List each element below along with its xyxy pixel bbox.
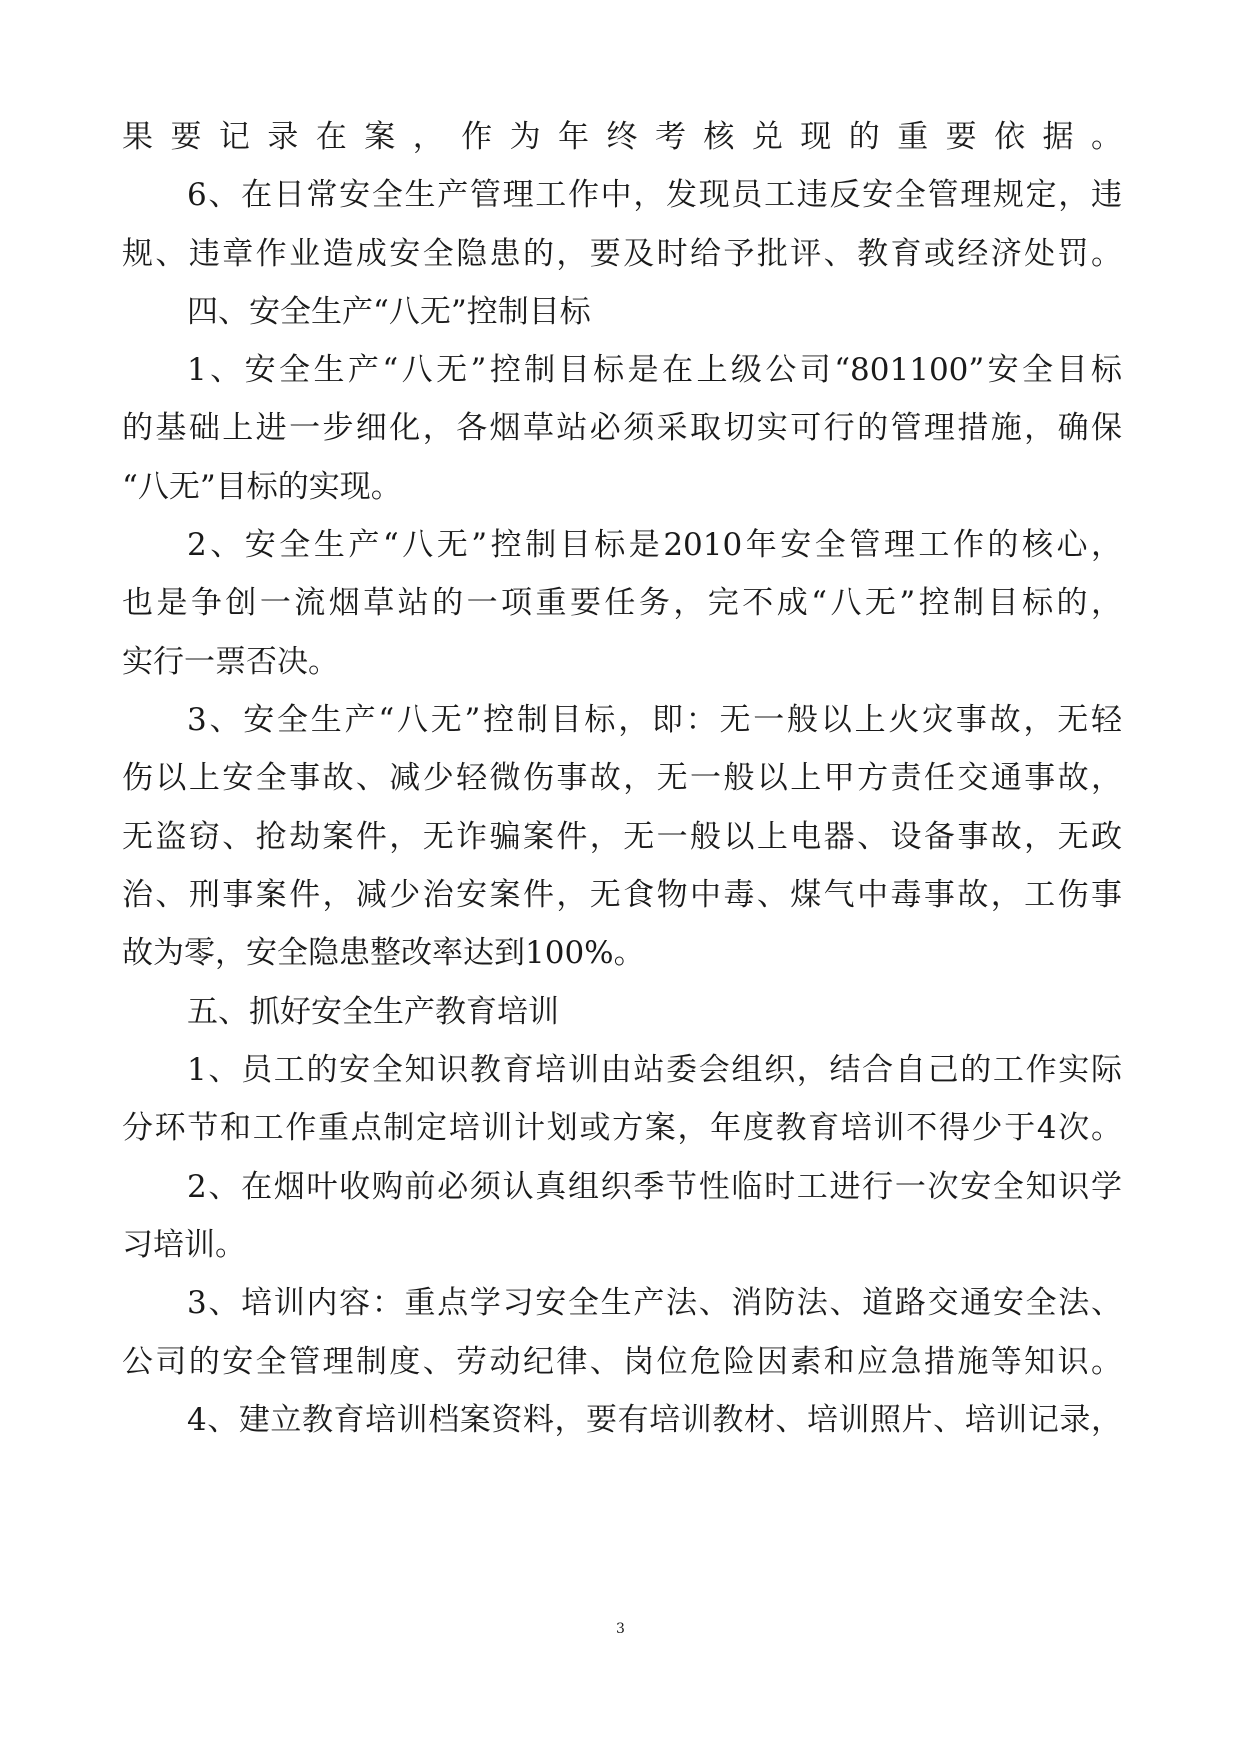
text-line-9: 也是争创一流烟草站的一项重要任务，完不成“八无”控制目标的， [122, 585, 1122, 621]
text-line-7: “八无”目标的实现。 [122, 469, 402, 505]
text-line-5: 1、安全生产“八无”控制目标是在上级公司“801100”安全目标 [187, 352, 1122, 388]
section-heading-16: 五、抓好安全生产教育培训 [187, 994, 559, 1030]
text-line-6: 的基础上进一步细化，各烟草站必须采取切实可行的管理措施，确保 [122, 410, 1122, 446]
text-line-23: 4、建立教育培训档案资料，要有培训教材、培训照片、培训记录， [187, 1402, 1122, 1438]
text-line-8: 2、安全生产“八无”控制目标是2010年安全管理工作的核心， [187, 527, 1122, 563]
text-line-12: 伤以上安全事故、减少轻微伤事故，无一般以上甲方责任交通事故， [122, 760, 1122, 796]
text-line-21: 3、培训内容：重点学习安全生产法、消防法、道路交通安全法、 [187, 1285, 1122, 1321]
text-line-19: 2、在烟叶收购前必须认真组织季节性临时工进行一次安全知识学 [187, 1169, 1122, 1205]
section-heading-4: 四、安全生产“八无”控制目标 [187, 294, 591, 330]
text-line-20: 习培训。 [122, 1227, 246, 1263]
text-line-17: 1、员工的安全知识教育培训由站委会组织，结合自己的工作实际 [187, 1052, 1122, 1088]
page-number: 3 [616, 1621, 625, 1637]
text-line-11: 3、安全生产“八无”控制目标，即：无一般以上火灾事故，无轻 [187, 702, 1122, 738]
text-line-3: 规、违章作业造成安全隐患的，要及时给予批评、教育或经济处罚。 [122, 236, 1122, 272]
text-line-1: 果要记录在案，作为年终考核兑现的重要依据。 [122, 119, 1122, 155]
text-line-13: 无盗窃、抢劫案件，无诈骗案件，无一般以上电器、设备事故，无政 [122, 819, 1122, 855]
text-line-18: 分环节和工作重点制定培训计划或方案，年度教育培训不得少于4次。 [122, 1110, 1122, 1146]
text-line-15: 故为零，安全隐患整改率达到100%。 [122, 935, 645, 971]
text-line-22: 公司的安全管理制度、劳动纪律、岗位危险因素和应急措施等知识。 [122, 1344, 1122, 1380]
text-line-2: 6、在日常安全生产管理工作中，发现员工违反安全管理规定，违 [187, 177, 1122, 213]
text-line-10: 实行一票否决。 [122, 644, 339, 680]
text-line-14: 治、刑事案件，减少治安案件，无食物中毒、煤气中毒事故，工伤事 [122, 877, 1122, 913]
